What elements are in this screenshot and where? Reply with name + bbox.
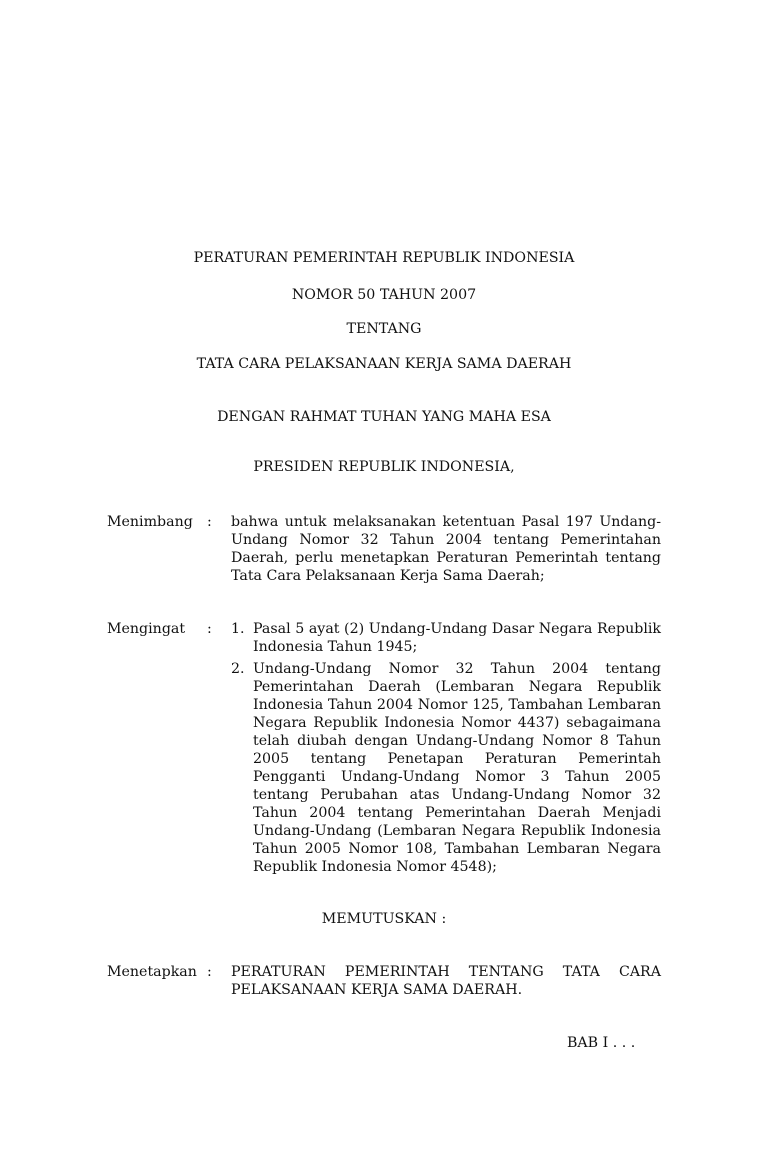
memutuskan-heading: MEMUTUSKAN : bbox=[321, 911, 447, 927]
menimbang-label: Menimbang bbox=[107, 514, 193, 530]
mengingat-colon: : bbox=[207, 621, 212, 637]
invocation: DENGAN RAHMAT TUHAN YANG MAHA ESA bbox=[217, 409, 551, 425]
issuer: PRESIDEN REPUBLIK INDONESIA, bbox=[253, 459, 515, 475]
mengingat-item-1-number: 1. bbox=[231, 621, 245, 637]
menetapkan-label: Menetapkan bbox=[107, 964, 197, 980]
menimbang-colon: : bbox=[207, 514, 212, 530]
menimbang-text: bahwa untuk melaksanakan ketentuan Pasal 197 Undang-Undang Nomor 32 Tahun 2004 tentang Pemerintahan Daerah, perlu menetapkan Peraturan Pemerintah tentang Tata Cara Pelaksanaan Kerja Sama Daerah; bbox=[231, 514, 661, 584]
menetapkan-text: PERATURAN PEMERINTAH TENTANG TATA CARA PELAKSANAAN KERJA SAMA DAERAH. bbox=[231, 964, 661, 998]
about-label: TENTANG bbox=[346, 321, 422, 337]
document-number: NOMOR 50 TAHUN 2007 bbox=[291, 287, 477, 303]
menetapkan-colon: : bbox=[207, 964, 212, 980]
mengingat-item-2-number: 2. bbox=[231, 661, 245, 677]
document-subject: TATA CARA PELAKSANAAN KERJA SAMA DAERAH bbox=[196, 356, 572, 372]
mengingat-item-2-text: Undang-Undang Nomor 32 Tahun 2004 tentang Pemerintahan Daerah (Lembaran Negara Republik Indonesia Tahun 2004 Nomor 125, Tambahan Lembaran Negara Republik Indonesia Nomor 4437) sebagaimana telah diubah dengan Undang-Undang Nomor 8 Tahun 2005 tentang Penetapan Peraturan Pemerintah Pengganti Undang-Undang Nomor 3 Tahun 2005 tentang Perubahan atas Undang-Undang Nomor 32 Tahun 2004 tentang Pemerintahan Daerah Menjadi Undang-Undang (Lembaran Negara Republik Indonesia Tahun 2005 Nomor 108, Tambahan Lembaran Negara Republik Indonesia Nomor 4548); bbox=[253, 661, 661, 875]
document-title: PERATURAN PEMERINTAH REPUBLIK INDONESIA bbox=[193, 250, 575, 266]
mengingat-label: Mengingat bbox=[107, 621, 186, 637]
next-page-reference: BAB I . . . bbox=[567, 1035, 636, 1051]
mengingat-item-1-text: Pasal 5 ayat (2) Undang-Undang Dasar Negara Republik Indonesia Tahun 1945; bbox=[253, 621, 661, 655]
